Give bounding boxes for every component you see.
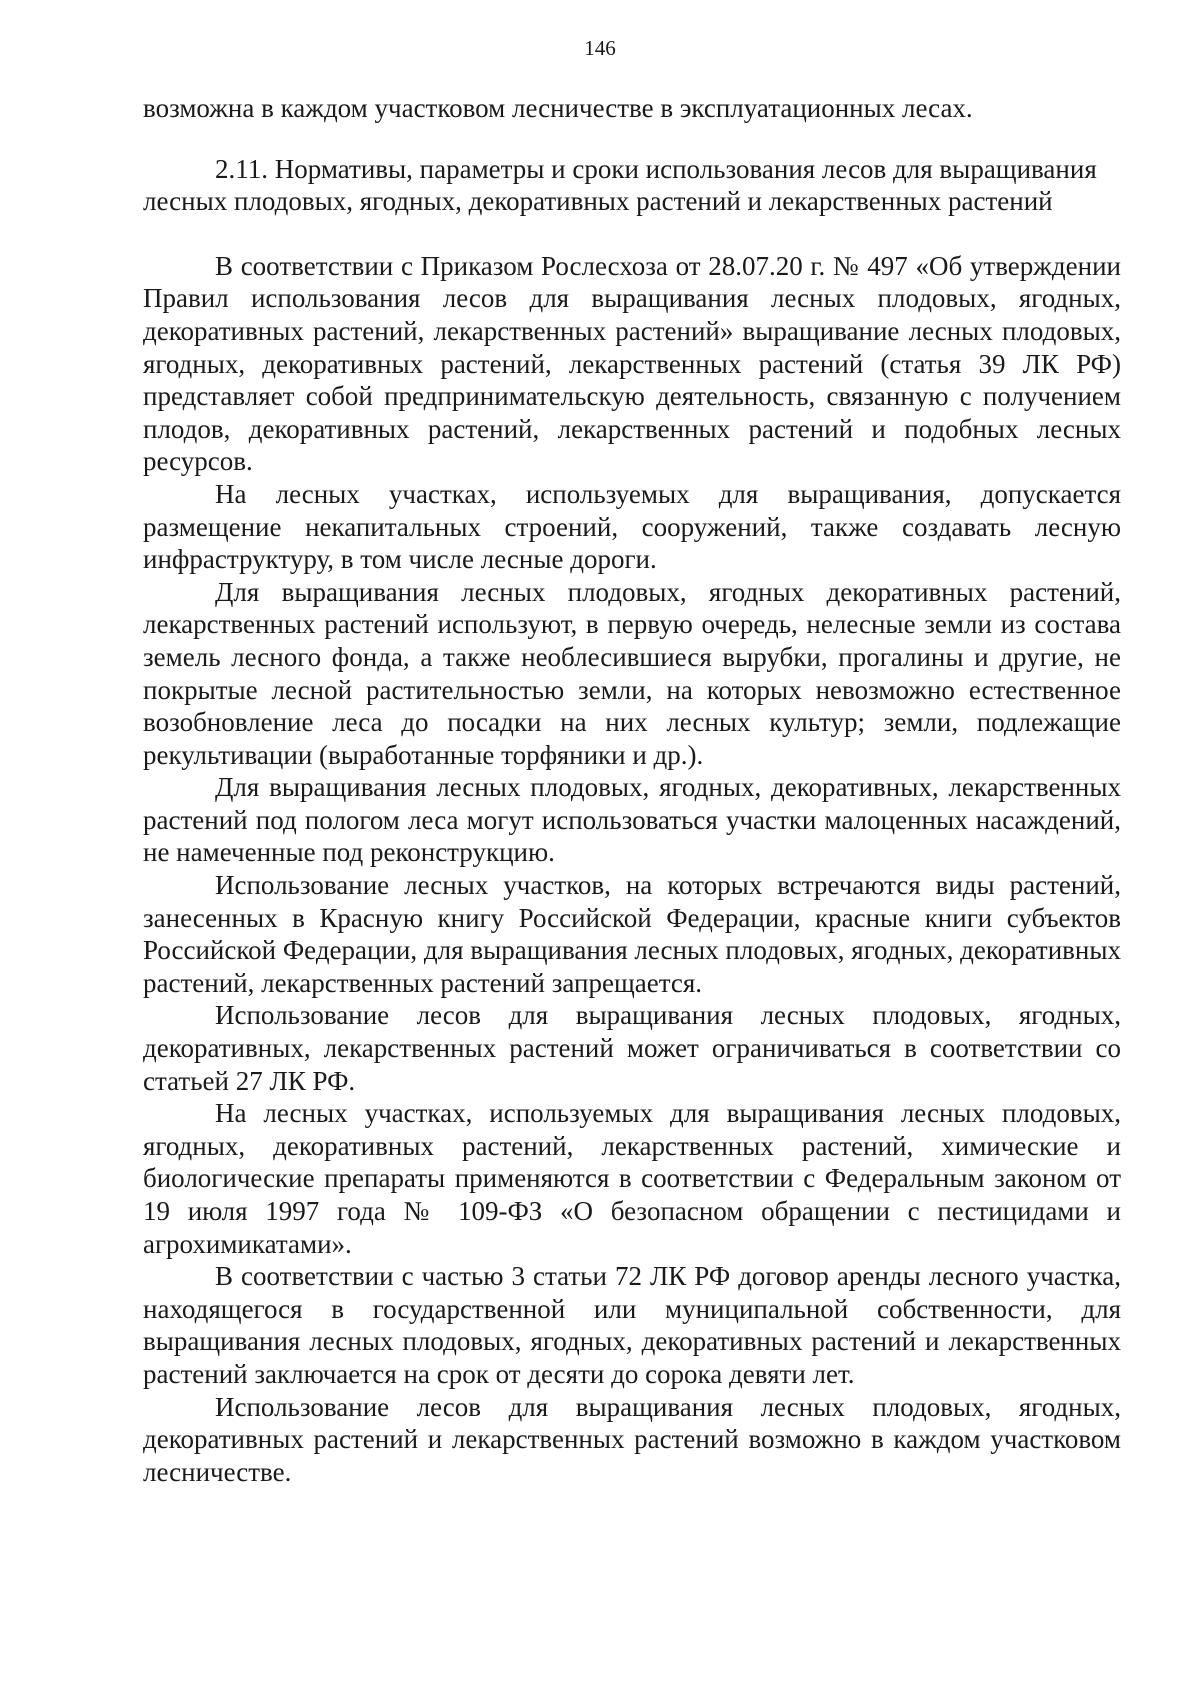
paragraph-5: Использование лесных участков, на которых встречаются виды растений, занесенных в Красную книгу Российской Федерации, красные книги субъектов Российской Федерации, для выращивания лесных плодовых, ягодных, декоративных растений, лекарственных растений запрещается. (143, 870, 1121, 998)
page-number: 146 (584, 36, 616, 60)
paragraph-3: Для выращивания лесных плодовых, ягодных декоративных растений, лекарственных растений используют, в первую очередь, нелесные земли из состава земель лесного фонда, а также необлесившиеся вырубки, прогалины и другие, не покрытые лесной растительностью земли, на которых невозможно естественное возобновление леса до посадки на них лесных культур; земли, подлежащие рекультивации (выработанные торфяники и др.). (143, 576, 1121, 770)
paragraph-1: В соответствии с Приказом Рослесхоза от 28.07.20 г. № 497 «Об утверждении Правил использования лесов для выращивания лесных плодовых, ягодных, декоративных растений, лекарственных растений» выращивание лесных плодовых, ягодных, декоративных растений, лекарственных растений (статья 39 ЛК РФ) представляет собой предпринимательскую деятельность, связанную с получением плодов, декоративных растений, лекарственных растений и подобных лесных ресурсов. (143, 250, 1121, 477)
paragraph-9: Использование лесов для выращивания лесных плодовых, ягодных, декоративных растений и лекарственных растений возможно в каждом участковом лесничестве. (143, 1391, 1121, 1487)
paragraph-6: Использование лесов для выращивания лесных плодовых, ягодных, декоративных, лекарственных растений может ограничиваться в соответствии со статьей 27 ЛК РФ. (143, 1000, 1121, 1096)
paragraph-2: На лесных участках, используемых для выращивания, допускается размещение некапитальных строений, сооружений, также создавать лесную инфраструктуру, в том числе лесные дороги. (143, 478, 1121, 575)
paragraph-8: В соответствии с частью 3 статьи 72 ЛК РФ договор аренды лесного участка, находящегося в государственной или муниципальной собственности, для выращивания лесных плодовых, ягодных, декоративных растений и лекарственных растений заключается на срок от десяти до сорока девяти лет. (143, 1261, 1121, 1389)
document-body (143, 92, 1121, 1488)
section-heading: 2.11. Нормативы, параметры и сроки использования лесов для выращивания лесных плодовых, ягодных, декоративных растений и лекарственных растений (143, 153, 1097, 217)
intro-line: возможна в каждом участковом лесничестве в эксплуатационных лесах. (143, 93, 973, 123)
paragraph-4: Для выращивания лесных плодовых, ягодных, декоративных, лекарственных растений под пологом леса могут использоваться участки малоценных насаждений, не намеченные под реконструкцию. (143, 772, 1121, 868)
paragraph-7: На лесных участках, используемых для выращивания лесных плодовых, ягодных, декоративных растений, лекарственных растений, химические и биологические препараты применяются в соответствии с Федеральным законом от 19 июля 1997 года № 109-ФЗ «О безопасном обращении с пестицидами и агрохимикатами». (143, 1098, 1121, 1259)
